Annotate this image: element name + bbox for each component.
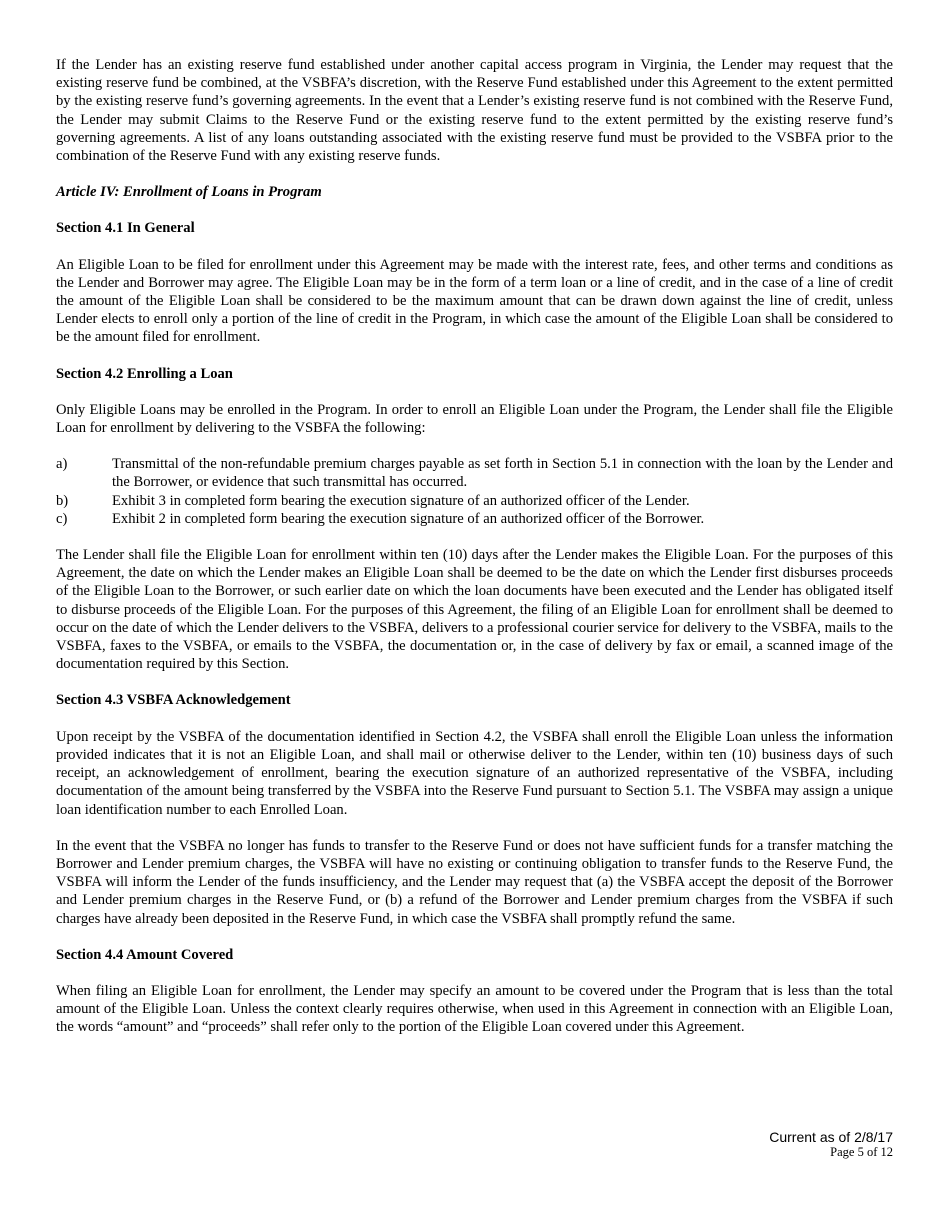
article-heading: Article IV: Enrollment of Loans in Program	[56, 184, 322, 201]
list-marker: c)	[56, 510, 68, 527]
section-paragraph: Upon receipt by the VSBFA of the documentation identified in Section 4.2, the VSBFA shall enroll the Eligible Loan unless the information provided indicates that it is not an Eligible Loan, and shall mail or otherwise deliver to the Lender, within ten (10) business days of such receipt, an acknowledgement of enrollment, bearing the execution signature of an authorized representative of the VSBFA, including documentation of the amount being transferred by the VSBFA into the Reserve Fund pursuant to Section 5.1. The VSBFA may assign a unique loan identification number to each Enrolled Loan.	[56, 728, 893, 818]
list-item	[56, 455, 893, 491]
section-paragraph: In the event that the VSBFA no longer has funds to transfer to the Reserve Fund or does not have sufficient funds for a transfer matching the Borrower and Lender premium charges, the VSBFA will have no existing or continuing obligation to transfer funds to the Reserve Fund, the VSBFA will inform the Lender of the funds insufficiency, and the Lender may request that (a) the VSBFA accept the deposit of the Borrower and Lender premium charges in the Reserve Fund, or (b) a refund of the Borrower and Lender premium charges from the VSBFA if such charges have already been deposited in the Reserve Fund, in which case the VSBFA shall promptly refund the same.	[56, 837, 893, 927]
section-heading: Section 4.2 Enrolling a Loan	[56, 365, 233, 382]
section-paragraph: The Lender shall file the Eligible Loan for enrollment within ten (10) days after the Lender makes the Eligible Loan. For the purposes of this Agreement, the date on which the Lender makes an Eligible Loan shall be deemed to be the date on which the Lender first disburses proceeds of the Eligible Loan to the Borrower, or such earlier date on which the loan documents have been executed and the Lender has obligated itself to disburse proceeds of the Eligible Loan. For the purposes of this Agreement, the filing of an Eligible Loan for enrollment shall be deemed to occur on the date of which the Lender delivers to the VSBFA, delivers to a professional courier service for delivery to the VSBFA, mails to the VSBFA, faxes to the VSBFA, or emails to the VSBFA, the documentation or, in the case of delivery by fax or email, a scanned image of the documentation required by this Section.	[56, 547, 893, 673]
section-heading: Section 4.1 In General	[56, 220, 195, 237]
section-heading: Section 4.4 Amount Covered	[56, 946, 234, 963]
section-paragraph: Only Eligible Loans may be enrolled in the Program. In order to enroll an Eligible Loan under the Program, the Lender shall file the Eligible Loan for enrollment by delivering to the VSBFA the following:	[56, 401, 893, 437]
page-number: Page 5 of 12	[830, 1145, 893, 1159]
list-item	[56, 492, 893, 510]
page-footer	[769, 1129, 893, 1160]
document-page	[56, 56, 893, 1055]
section-paragraph: An Eligible Loan to be filed for enrollment under this Agreement may be made with the interest rate, fees, and other terms and conditions as the Lender and Borrower may agree. The Eligible Loan may be in the form of a term loan or a line of credit, and in the case of a line of credit the amount of the Eligible Loan shall be considered to be the maximum amount that can be drawn down against the line of credit, unless Lender elects to enroll only a portion of the line of credit in the Program, in which case the amount of the Eligible Loan shall be considered to be the amount filed for enrollment.	[56, 256, 893, 346]
intro-paragraph: If the Lender has an existing reserve fund established under another capital access program in Virginia, the Lender may request that the existing reserve fund be combined, at the VSBFA’s discretion, with the Reserve Fund established under this Agreement to the extent permitted by the existing reserve fund’s governing agreements. In the event that a Lender’s existing reserve fund is not combined with the Reserve Fund, the Lender may submit Claims to the Reserve Fund or the existing reserve fund to the extent permitted by the existing reserve fund’s governing agreements. A list of any loans outstanding associated with the existing reserve fund must be provided to the VSBFA prior to the combination of the Reserve Fund with any existing reserve funds.	[56, 57, 893, 165]
list-item-text: Exhibit 3 in completed form bearing the execution signature of an authorized officer of the Lender.	[112, 492, 690, 509]
list-item-text: Transmittal of the non-refundable premium charges payable as set forth in Section 5.1 in connection with the loan by the Lender and the Borrower, or evidence that such transmittal has occurred.	[112, 456, 893, 491]
list-marker: b)	[56, 492, 69, 509]
current-as-of: Current as of 2/8/17	[769, 1129, 893, 1145]
enrollment-requirements-list	[56, 455, 893, 528]
list-item	[56, 510, 893, 528]
section-paragraph: When filing an Eligible Loan for enrollment, the Lender may specify an amount to be covered under the Program that is less than the total amount of the Eligible Loan. Unless the context clearly requires otherwise, when used in this Agreement in connection with an Eligible Loan, the words “amount” and “proceeds” shall refer only to the portion of the Eligible Loan covered under this Agreement.	[56, 982, 893, 1036]
list-item-text: Exhibit 2 in completed form bearing the execution signature of an authorized officer of the Borrower.	[112, 510, 705, 527]
list-marker: a)	[56, 456, 68, 473]
section-heading: Section 4.3 VSBFA Acknowledgement	[56, 692, 291, 709]
